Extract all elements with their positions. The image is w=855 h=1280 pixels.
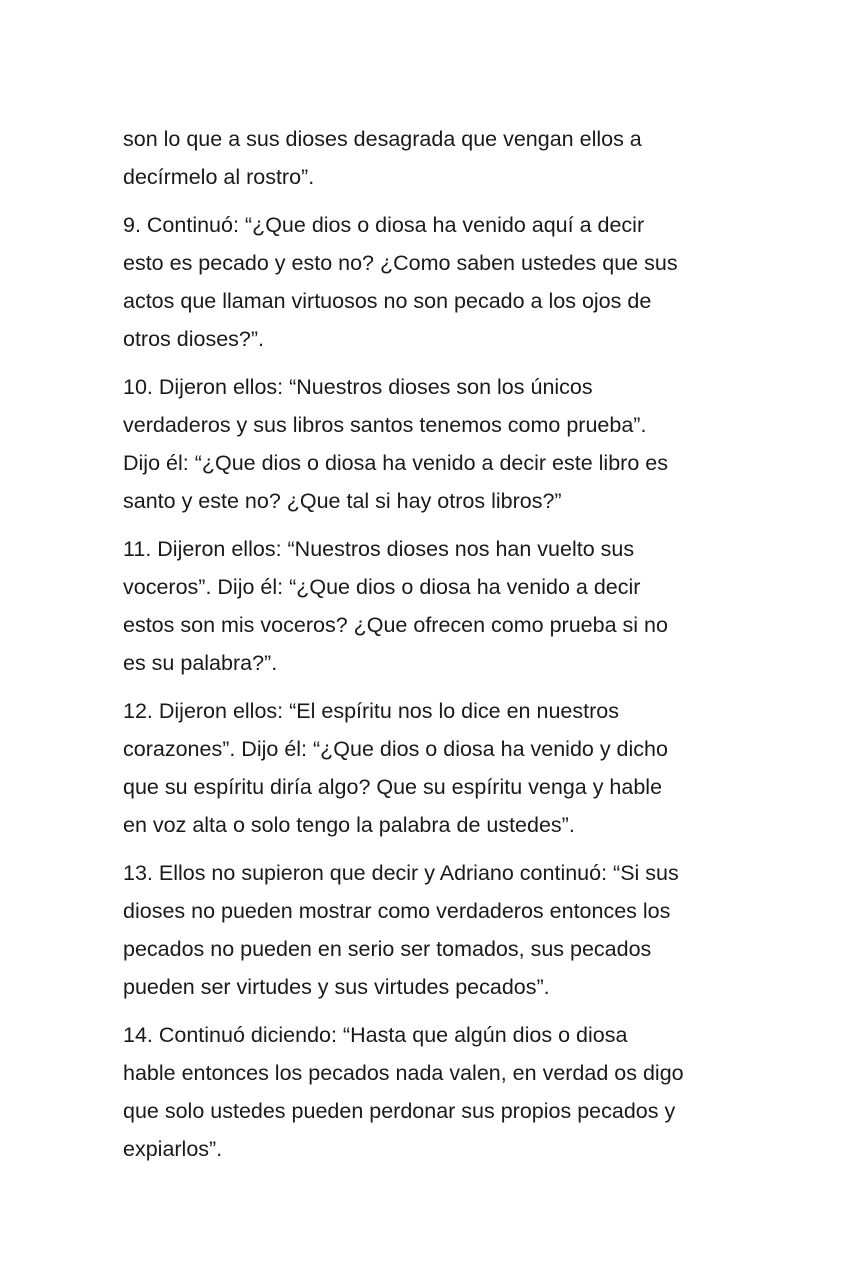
text-line: pueden ser virtudes y sus virtudes pecados”. [123, 975, 550, 999]
paragraph-verse-10 [123, 368, 738, 520]
text-line: 11. Dijeron ellos: “Nuestros dioses nos han vuelto sus [123, 537, 635, 561]
text-line: verdaderos y sus libros santos tenemos como prueba”. [123, 413, 647, 437]
text-line: estos son mis voceros? ¿Que ofrecen como prueba si no [123, 613, 668, 637]
text-line: 10. Dijeron ellos: “Nuestros dioses son los únicos [123, 375, 593, 399]
text-line: es su palabra?”. [123, 651, 278, 675]
text-line: que solo ustedes pueden perdonar sus propios pecados y [123, 1099, 676, 1123]
text-line: santo y este no? ¿Que tal si hay otros libros?” [123, 489, 562, 513]
paragraph-verse-14 [123, 1016, 738, 1168]
text-line: voceros”. Dijo él: “¿Que dios o diosa ha venido a decir [123, 575, 641, 599]
text-line: expiarlos”. [123, 1137, 223, 1161]
text-line: 9. Continuó: “¿Que dios o diosa ha venido aquí a decir [123, 213, 645, 237]
text-line: que su espíritu diría algo? Que su espíritu venga y hable [123, 775, 663, 799]
text-line: 13. Ellos no supieron que decir y Adriano continuó: “Si sus [123, 861, 679, 885]
text-line: Dijo él: “¿Que dios o diosa ha venido a decir este libro es [123, 451, 668, 475]
text-line: en voz alta o solo tengo la palabra de ustedes”. [123, 813, 575, 837]
paragraph-continuation [123, 120, 738, 196]
body-text [123, 120, 738, 1178]
text-line: son lo que a sus dioses desagrada que vengan ellos a [123, 127, 642, 151]
paragraph-verse-13 [123, 854, 738, 1006]
text-line: corazones”. Dijo él: “¿Que dios o diosa ha venido y dicho [123, 737, 668, 761]
text-line: decírmelo al rostro”. [123, 165, 315, 189]
text-line: hable entonces los pecados nada valen, en verdad os digo [123, 1061, 684, 1085]
text-line: 14. Continuó diciendo: “Hasta que algún dios o diosa [123, 1023, 628, 1047]
text-line: esto es pecado y esto no? ¿Como saben ustedes que sus [123, 251, 678, 275]
text-line: pecados no pueden en serio ser tomados, sus pecados [123, 937, 652, 961]
text-line: otros dioses?”. [123, 327, 265, 351]
paragraph-verse-12 [123, 692, 738, 844]
paragraph-verse-11 [123, 530, 738, 682]
text-line: dioses no pueden mostrar como verdaderos entonces los [123, 899, 671, 923]
paragraph-verse-9 [123, 206, 738, 358]
text-line: actos que llaman virtuosos no son pecado a los ojos de [123, 289, 652, 313]
text-line: 12. Dijeron ellos: “El espíritu nos lo dice en nuestros [123, 699, 619, 723]
